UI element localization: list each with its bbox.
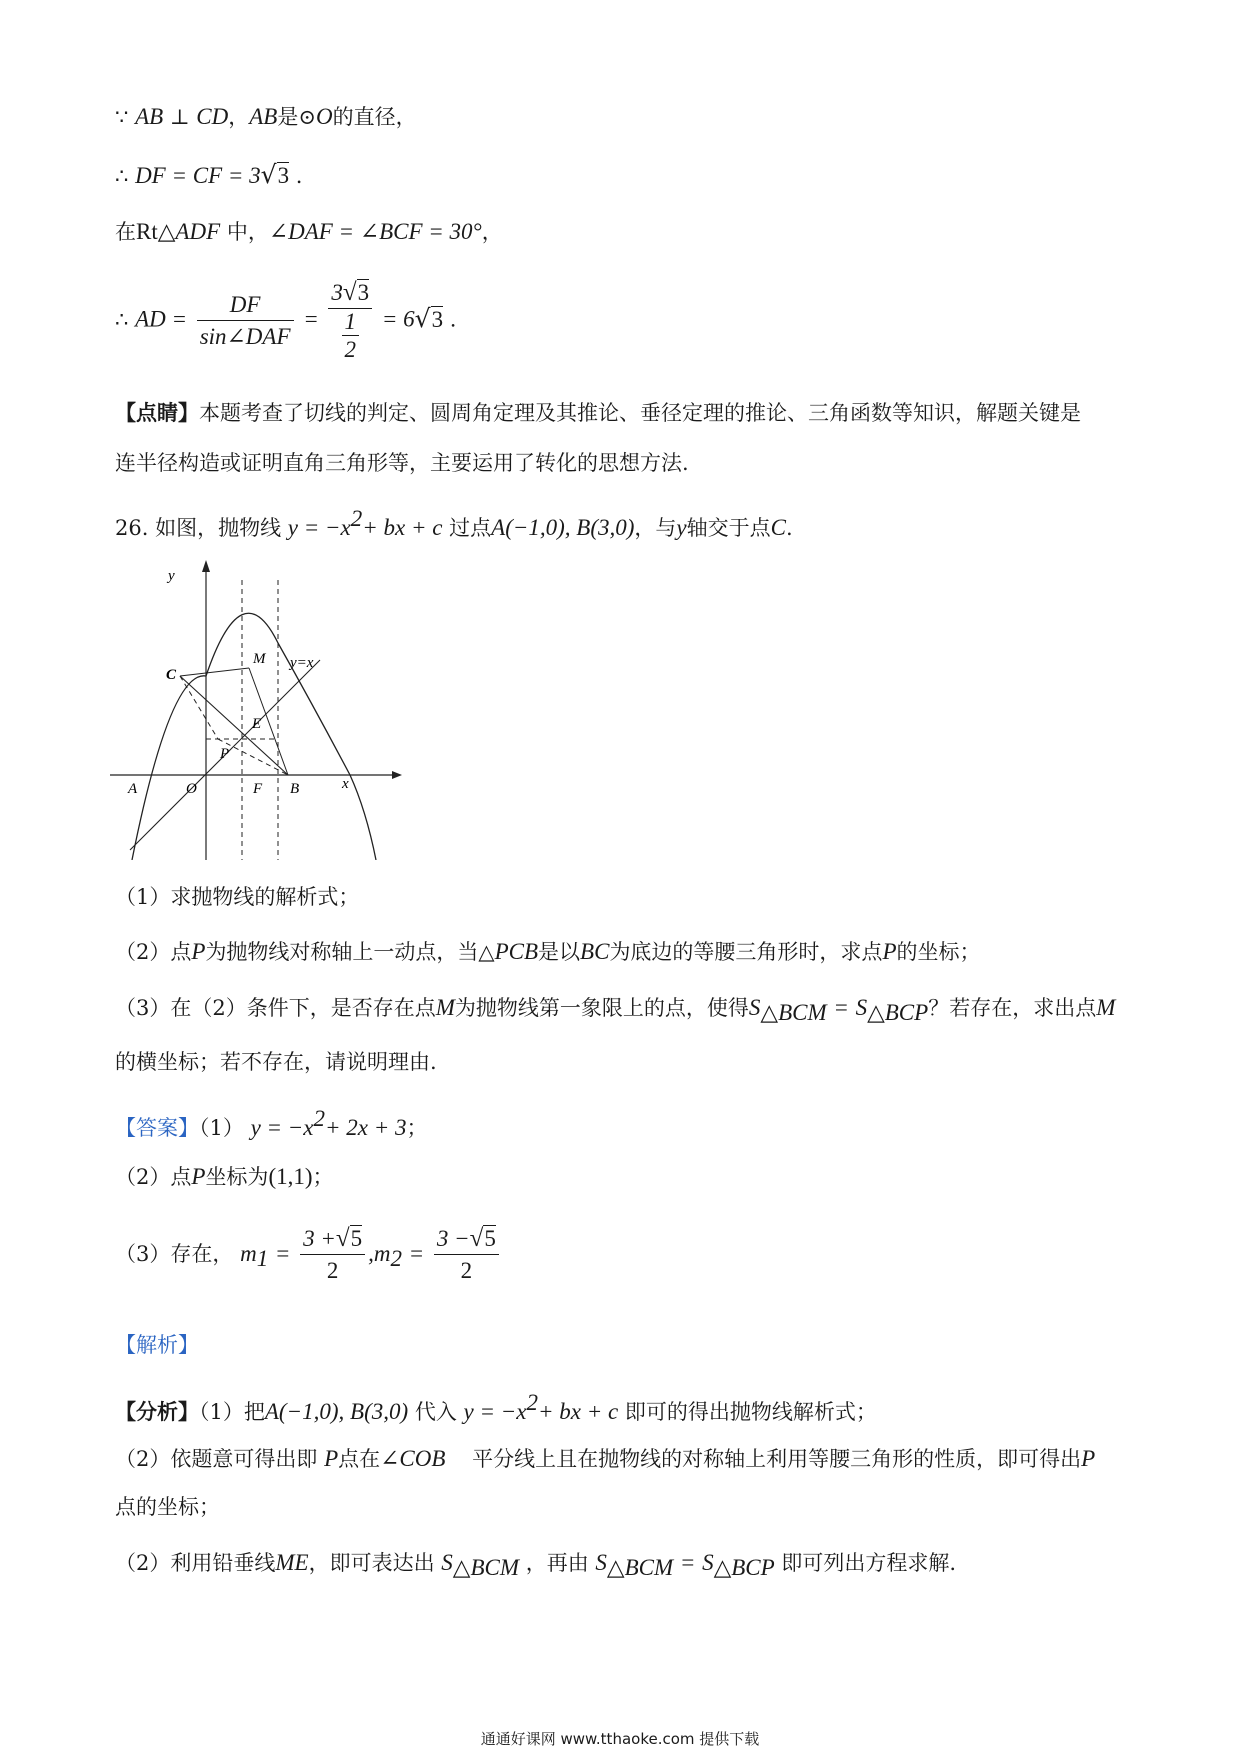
fenxi-3: （2）利用铅垂线ME，即可表达出 $S_{\triangle BCM}$ ，再由 $S_{\triangle BCM} = S_{\triangle BCP}$ 即可列出方程求解.	[115, 1550, 957, 1580]
jiexi-label: 【解析】	[115, 1333, 199, 1357]
fenxi-2: （2）依题意可得出即 P点在∠COB 平分线上且在抛物线的对称轴上利用等腰三角形的性质，即可得出P	[115, 1446, 1096, 1471]
x-axis-arrow	[392, 771, 402, 779]
fraction-m1: $\frac{3 +√5}{2}$	[300, 1224, 365, 1287]
sub-question-1: （1）求抛物线的解析式；	[115, 885, 360, 909]
fraction-m2: $\frac{3 -√5}{2}$	[434, 1224, 499, 1287]
fraction-df-sin: $\frac{DF}{\text{sin∠DAF}}$	[197, 290, 294, 353]
label-f: F	[253, 781, 263, 797]
fraction-nested: $\frac{3√3}{\frac{1}{2}}$	[328, 278, 372, 364]
dianjing-line-1: 【点睛】本题考查了切线的判定、圆周角定理及其推论、垂径定理的推论、三角函数等知识，解题关键是	[115, 400, 1081, 425]
segment-cd: CD	[196, 104, 229, 129]
fenxi-1: 【分析】（1）把A(−1,0), B(3,0) 代入 $y = -x^2+$ bx + c 即可的得出抛物线解析式；	[115, 1390, 877, 1424]
segment-ab: AB	[135, 104, 164, 129]
text-line-1: ∵ AB ⊥ CD，AB是⊙O的直径，	[115, 104, 417, 129]
answer-1: 【答案】（1） $y = -x^2+ 2x + 3$；	[115, 1106, 428, 1140]
y-axis-arrow	[202, 560, 210, 572]
dianjing-line-2: 连半径构造或证明直角三角形等，主要运用了转化的思想方法.	[115, 451, 689, 475]
answer-2: （2）点P坐标为(1,1)；	[115, 1164, 334, 1189]
label-y-axis: y	[168, 568, 175, 584]
dianjing-label: 【点睛】	[115, 400, 199, 425]
label-c: C	[166, 667, 177, 683]
text-line-4: ∴ AD = $\frac{DF}{\text{sin∠DAF}}$ = $\frac{3√3}{\frac{1}{2}}$ = 6√3 .	[115, 279, 457, 362]
segment-cp	[180, 676, 218, 739]
footer-site: 通通好课网	[480, 1730, 556, 1748]
circle-symbol: ⊙	[298, 105, 316, 129]
footer-tail: 提供下载	[699, 1730, 760, 1748]
label-o: O	[186, 781, 197, 797]
fenxi-2-cont: 点的坐标；	[115, 1495, 220, 1519]
sub-question-3: （3）在（2）条件下，是否存在点M为抛物线第一象限上的点，使得$S_{\triangle BCM} = S_{\triangle BCP}$？若存在，求出点M	[115, 995, 1116, 1025]
segment-cb	[180, 676, 288, 775]
parabola-figure	[110, 560, 410, 860]
sub-question-2: （2）点P为抛物线对称轴上一动点，当△PCB是以BC为底边的等腰三角形时，求点P的坐标；	[115, 939, 981, 964]
fenxi-label: 【分析】	[115, 1399, 199, 1424]
label-x-axis: x	[342, 776, 349, 792]
label-e: E	[252, 716, 262, 732]
answer-3: （3）存在， $m_1$ = $\frac{3 +√5}{2}$ $,m_2$ = $\frac{3 -√5}{2}$	[115, 1224, 502, 1289]
footer-url[interactable]: www.tthaoke.com	[560, 1730, 695, 1748]
label-a: A	[128, 781, 138, 797]
sqrt-expression: √3	[260, 160, 290, 189]
label-b: B	[290, 781, 300, 797]
sub-question-3-cont: 的横坐标；若不存在，请说明理由.	[115, 1050, 437, 1074]
label-p: P	[220, 746, 230, 762]
answer-label: 【答案】	[115, 1116, 199, 1140]
question-26: 26. 如图，抛物线 $y = -x^2+$ bx + c 过点A(−1,0), B(3,0)，与y轴交于点C.	[115, 506, 793, 540]
page-footer	[0, 1728, 1240, 1750]
text-line-2: ∴ DF = CF = 3√3 .	[115, 160, 303, 189]
segment-cm	[180, 668, 249, 676]
text-line-3: 在Rt△ADF 中，∠DAF = ∠BCF = 30°，	[115, 219, 503, 244]
label-y-equals-x: y=x	[290, 655, 314, 671]
label-m: M	[253, 651, 266, 667]
